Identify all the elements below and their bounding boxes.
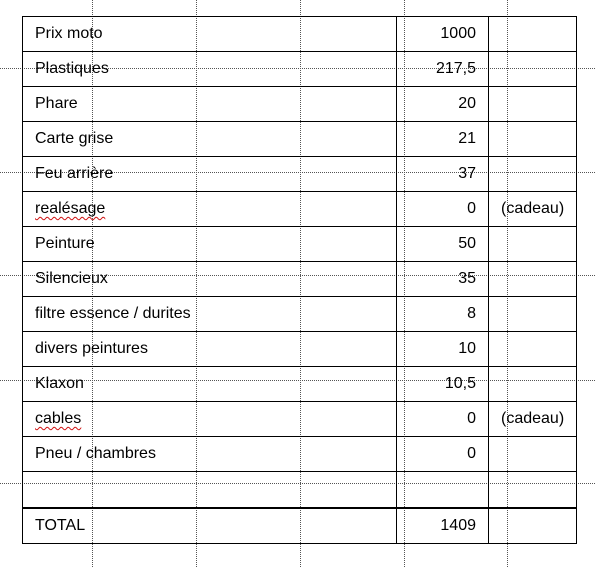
amount-text: 50: [458, 235, 476, 252]
cell-note[interactable]: [488, 332, 577, 366]
cell-note[interactable]: [488, 227, 577, 261]
label-text: realésage: [35, 200, 106, 217]
cell-amount[interactable]: [396, 17, 488, 51]
label-text: Klaxon: [35, 375, 84, 392]
amount-text: 37: [458, 165, 476, 182]
cell-amount[interactable]: [396, 122, 488, 156]
table-row[interactable]: [22, 332, 577, 367]
total-row[interactable]: [22, 508, 577, 544]
cell-amount[interactable]: [396, 227, 488, 261]
cell-label[interactable]: [22, 437, 396, 471]
cell-label[interactable]: [22, 192, 396, 226]
cell-note[interactable]: [488, 367, 577, 401]
amount-text: 20: [458, 95, 476, 112]
cell-label[interactable]: [22, 17, 396, 51]
table-row[interactable]: [22, 122, 577, 157]
cell-label[interactable]: [22, 297, 396, 331]
cell-note[interactable]: [488, 52, 577, 86]
cell-label[interactable]: [22, 367, 396, 401]
cell-label[interactable]: [22, 332, 396, 366]
cell-label[interactable]: [22, 472, 396, 507]
table-row[interactable]: [22, 52, 577, 87]
label-text: cables: [35, 410, 82, 427]
label-text: Carte grise: [35, 130, 114, 147]
cell-amount[interactable]: [396, 157, 488, 191]
cell-note[interactable]: [488, 437, 577, 471]
amount-text: 8: [467, 305, 476, 322]
label-text: Pneu / chambres: [35, 445, 156, 462]
label-text: Peinture: [35, 235, 95, 252]
label-text: Silencieux: [35, 270, 108, 287]
cell-note[interactable]: [488, 192, 577, 226]
cell-label[interactable]: [22, 157, 396, 191]
cell-label[interactable]: [22, 122, 396, 156]
cell-label[interactable]: [22, 402, 396, 436]
table-row[interactable]: [22, 297, 577, 332]
cell-amount[interactable]: [396, 472, 488, 507]
cell-label[interactable]: [22, 227, 396, 261]
cell-total-note[interactable]: [488, 509, 577, 543]
cell-note[interactable]: [488, 297, 577, 331]
table-row[interactable]: [22, 192, 577, 227]
cell-total-label[interactable]: [22, 509, 396, 543]
total-amount: 1409: [440, 517, 476, 534]
amount-text: 0: [467, 200, 476, 217]
cell-total-amount[interactable]: [396, 509, 488, 543]
cell-note[interactable]: [488, 262, 577, 296]
cell-amount[interactable]: [396, 262, 488, 296]
amount-text: 0: [467, 410, 476, 427]
amount-text: 10,5: [444, 375, 476, 392]
table-row[interactable]: [22, 262, 577, 297]
cell-note[interactable]: [488, 122, 577, 156]
table-row-empty[interactable]: [22, 472, 577, 508]
label-text: Phare: [35, 95, 78, 112]
total-label: TOTAL: [35, 517, 86, 534]
amount-text: 1000: [440, 25, 476, 42]
table-row[interactable]: [22, 16, 577, 52]
cell-note[interactable]: [488, 17, 577, 51]
label-text: Prix moto: [35, 25, 103, 42]
cell-amount[interactable]: [396, 52, 488, 86]
cell-amount[interactable]: [396, 297, 488, 331]
cell-amount[interactable]: [396, 192, 488, 226]
table-row[interactable]: [22, 402, 577, 437]
cell-note[interactable]: [488, 157, 577, 191]
cell-amount[interactable]: [396, 402, 488, 436]
label-text: filtre essence / durites: [35, 305, 191, 322]
label-text: Plastiques: [35, 60, 109, 77]
amount-text: 0: [467, 445, 476, 462]
cell-label[interactable]: [22, 87, 396, 121]
table-row[interactable]: [22, 367, 577, 402]
cell-amount[interactable]: [396, 332, 488, 366]
table-row[interactable]: [22, 157, 577, 192]
amount-text: 10: [458, 340, 476, 357]
cell-amount[interactable]: [396, 437, 488, 471]
cell-amount[interactable]: [396, 367, 488, 401]
expense-table: [22, 16, 577, 544]
amount-text: 35: [458, 270, 476, 287]
cell-label[interactable]: [22, 52, 396, 86]
cell-amount[interactable]: [396, 87, 488, 121]
cell-note[interactable]: [488, 87, 577, 121]
note-text: (cadeau): [501, 200, 565, 217]
cell-label[interactable]: [22, 262, 396, 296]
note-text: (cadeau): [501, 410, 565, 427]
cell-note[interactable]: [488, 472, 577, 507]
table-row[interactable]: [22, 227, 577, 262]
amount-text: 21: [458, 130, 476, 147]
cell-note[interactable]: [488, 402, 577, 436]
label-text: Feu arrière: [35, 165, 114, 182]
label-text: divers peintures: [35, 340, 148, 357]
table-row[interactable]: [22, 87, 577, 122]
table-row[interactable]: [22, 437, 577, 472]
amount-text: 217,5: [435, 60, 476, 77]
